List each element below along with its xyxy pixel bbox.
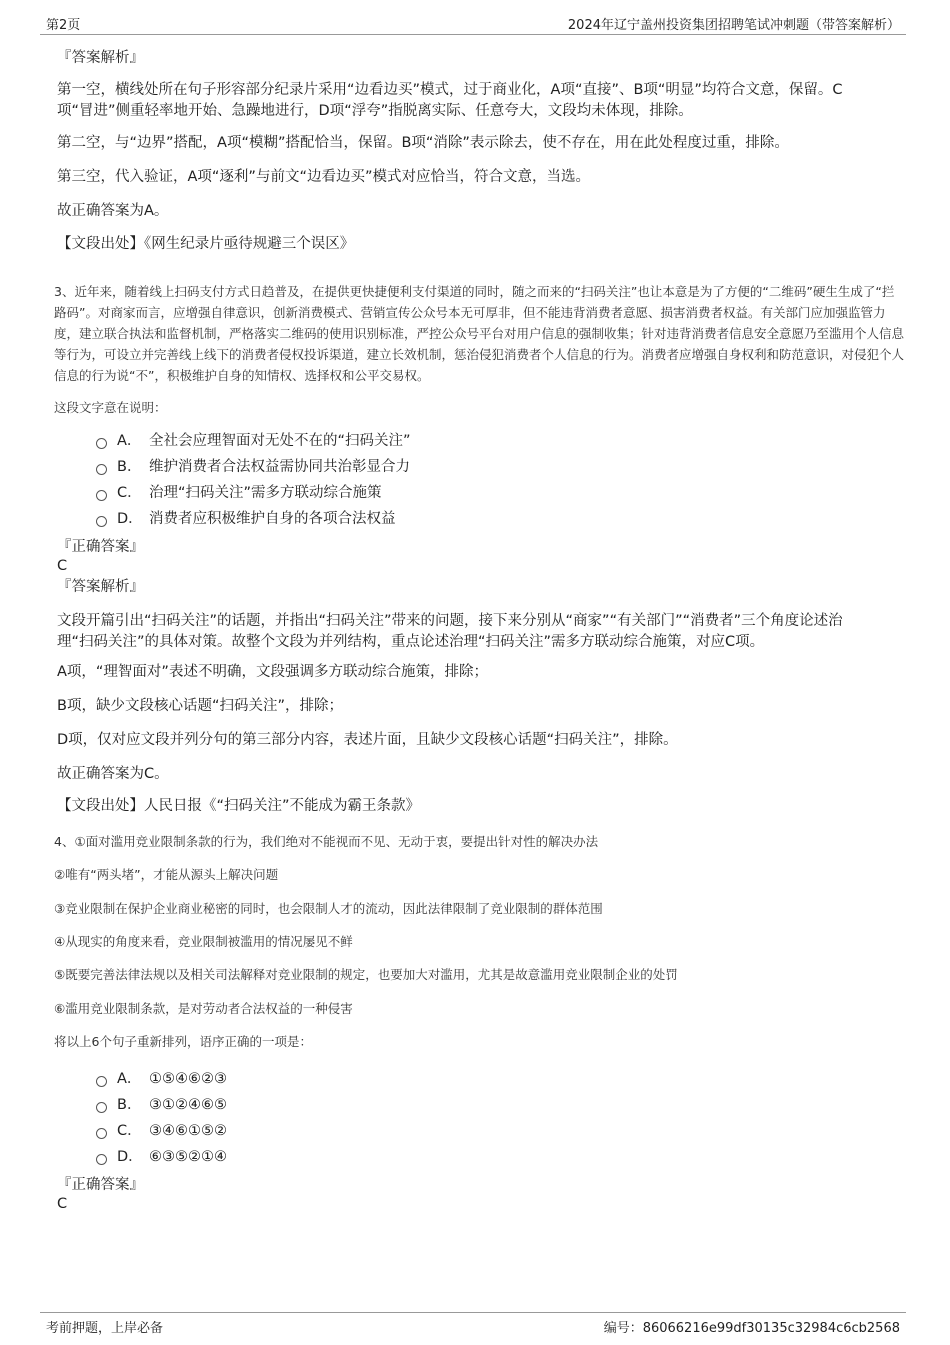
source-note: 【文段出处】人民日报《“扫码关注”不能成为霸王条款》 <box>57 798 421 814</box>
question-prompt: 将以上6个句子重新排列，语序正确的一项是： <box>54 1034 312 1049</box>
question-stem: 3、近年来，随着线上扫码支付方式日趋普及，在提供更快捷便利支付渠道的同时，随之而来的“扫码关注”也让本意是为了方便的“二维码”硬生生成了“拦路码”。对商家而言，应增强自律意识，创新消费模式、营销宣传公众号本无可厚非，但不能违背消费者意愿、损害消费者权益。有关部门应加强监管力度，建立联合执法和监督机制，严格落实二维码的使用识别标准，严控公众号平台对用户信息的强制收集；针对违背消费者信息安全意愿乃至滥用个人信息等行为，可设立并完善线上线下的消费者侵权投诉渠道，建立长效机制，惩治侵犯消费者个人信息的行为。消费者应增强自身权利和防范意识，对侵犯个人信息的行为说“不”，积极维护自身的知情权、选择权和公平交易权。 <box>54 284 905 383</box>
answer-label: 『正确答案』 <box>57 1177 144 1193</box>
sentence-5: ⑤既要完善法律法规以及相关司法解释对竞业限制的规定，也要加大对滥用，尤其是故意滥用竞业限制企业的处罚 <box>54 967 678 982</box>
option-b[interactable]: B． 维护消费者合法权益需协同共治彰显合力 <box>96 457 410 477</box>
sentence-3: ③竞业限制在保护企业商业秘密的同时，也会限制人才的流动，因此法律限制了竞业限制的群体范围 <box>54 901 603 916</box>
answer-value: C <box>57 1196 68 1212</box>
analysis-paragraph: 第一空，横线处所在句子形容部分纪录片采用“边看边买”模式，过于商业化，A项“直接”、B项“明显”均符合文意，保留。C项“冒进”侧重轻率地开始、急躁地进行，D项“浮夸”指脱离实际、任意夸大，文段均未体现，排除。 <box>57 82 843 119</box>
sentence-4: ④从现实的角度来看，竞业限制被滥用的情况屡见不鲜 <box>54 934 353 949</box>
page-footer <box>40 1312 906 1335</box>
page-number: 第2页 <box>46 18 81 33</box>
option-c[interactable]: C． 治理“扫码关注”需多方联动综合施策 <box>96 483 382 503</box>
radio-icon[interactable] <box>96 438 107 449</box>
analysis-paragraph: 第三空，代入验证，A项“逐利”与前文“边看边买”模式对应恰当，符合文意，当选。 <box>57 169 590 185</box>
radio-icon[interactable] <box>96 464 107 475</box>
question-prompt: 这段文字意在说明： <box>54 400 167 415</box>
option-a[interactable]: A． 全社会应理智面对无处不在的“扫码关注” <box>96 431 411 451</box>
analysis-conclusion: 故正确答案为A。 <box>57 203 169 219</box>
radio-icon[interactable] <box>96 490 107 501</box>
radio-icon[interactable] <box>96 1154 107 1165</box>
radio-icon[interactable] <box>96 516 107 527</box>
analysis-paragraph: A项，“理智面对”表述不明确，文段强调多方联动综合施策，排除； <box>57 664 488 680</box>
option-b[interactable]: B． ③①②④⑥⑤ <box>96 1095 227 1115</box>
analysis-conclusion: 故正确答案为C。 <box>57 766 169 782</box>
analysis-label: 『答案解析』 <box>57 50 144 66</box>
sentence-2: ②唯有“两头堵”，才能从源头上解决问题 <box>54 867 279 882</box>
answer-value: C <box>57 558 68 574</box>
source-note: 【文段出处】《网生纪录片亟待规避三个误区》 <box>57 236 355 252</box>
option-c[interactable]: C． ③④⑥①⑤② <box>96 1121 227 1141</box>
answer-label: 『正确答案』 <box>57 539 144 555</box>
analysis-label: 『答案解析』 <box>57 579 144 595</box>
radio-icon[interactable] <box>96 1128 107 1139</box>
option-d[interactable]: D． 消费者应积极维护自身的各项合法权益 <box>96 509 396 529</box>
footer-slogan: 考前押题，上岸必备 <box>46 1321 164 1336</box>
page-header <box>40 12 906 35</box>
option-d[interactable]: D． ⑥③⑤②①④ <box>96 1147 227 1167</box>
document-id: 编号：86066216e99df30135c32984c6cb2568 <box>603 1321 900 1336</box>
analysis-paragraph: 第二空，与“边界”搭配，A项“模糊”搭配恰当，保留。B项“消除”表示除去，使不存在，用在此处程度过重，排除。 <box>57 135 789 151</box>
sentence-1: 4、①面对滥用竞业限制条款的行为，我们绝对不能视而不见、无动于衷，要提出针对性的解决办法 <box>54 834 599 849</box>
document-title: 2024年辽宁盖州投资集团招聘笔试冲刺题（带答案解析） <box>567 18 900 33</box>
analysis-paragraph: 文段开篇引出“扫码关注”的话题，并指出“扫码关注”带来的问题，接下来分别从“商家”“有关部门”“消费者”三个角度论述治理“扫码关注”的具体对策。故整个文段为并列结构，重点论述治理“扫码关注”需多方联动综合施策，对应C项。 <box>57 613 843 650</box>
radio-icon[interactable] <box>96 1102 107 1113</box>
analysis-paragraph: D项，仅对应文段并列分句的第三部分内容，表述片面，且缺少文段核心话题“扫码关注”，排除。 <box>57 732 678 748</box>
sentence-6: ⑥滥用竞业限制条款，是对劳动者合法权益的一种侵害 <box>54 1001 353 1016</box>
analysis-paragraph: B项，缺少文段核心话题“扫码关注”，排除； <box>57 698 343 714</box>
option-a[interactable]: A． ①⑤④⑥②③ <box>96 1069 227 1089</box>
radio-icon[interactable] <box>96 1076 107 1087</box>
